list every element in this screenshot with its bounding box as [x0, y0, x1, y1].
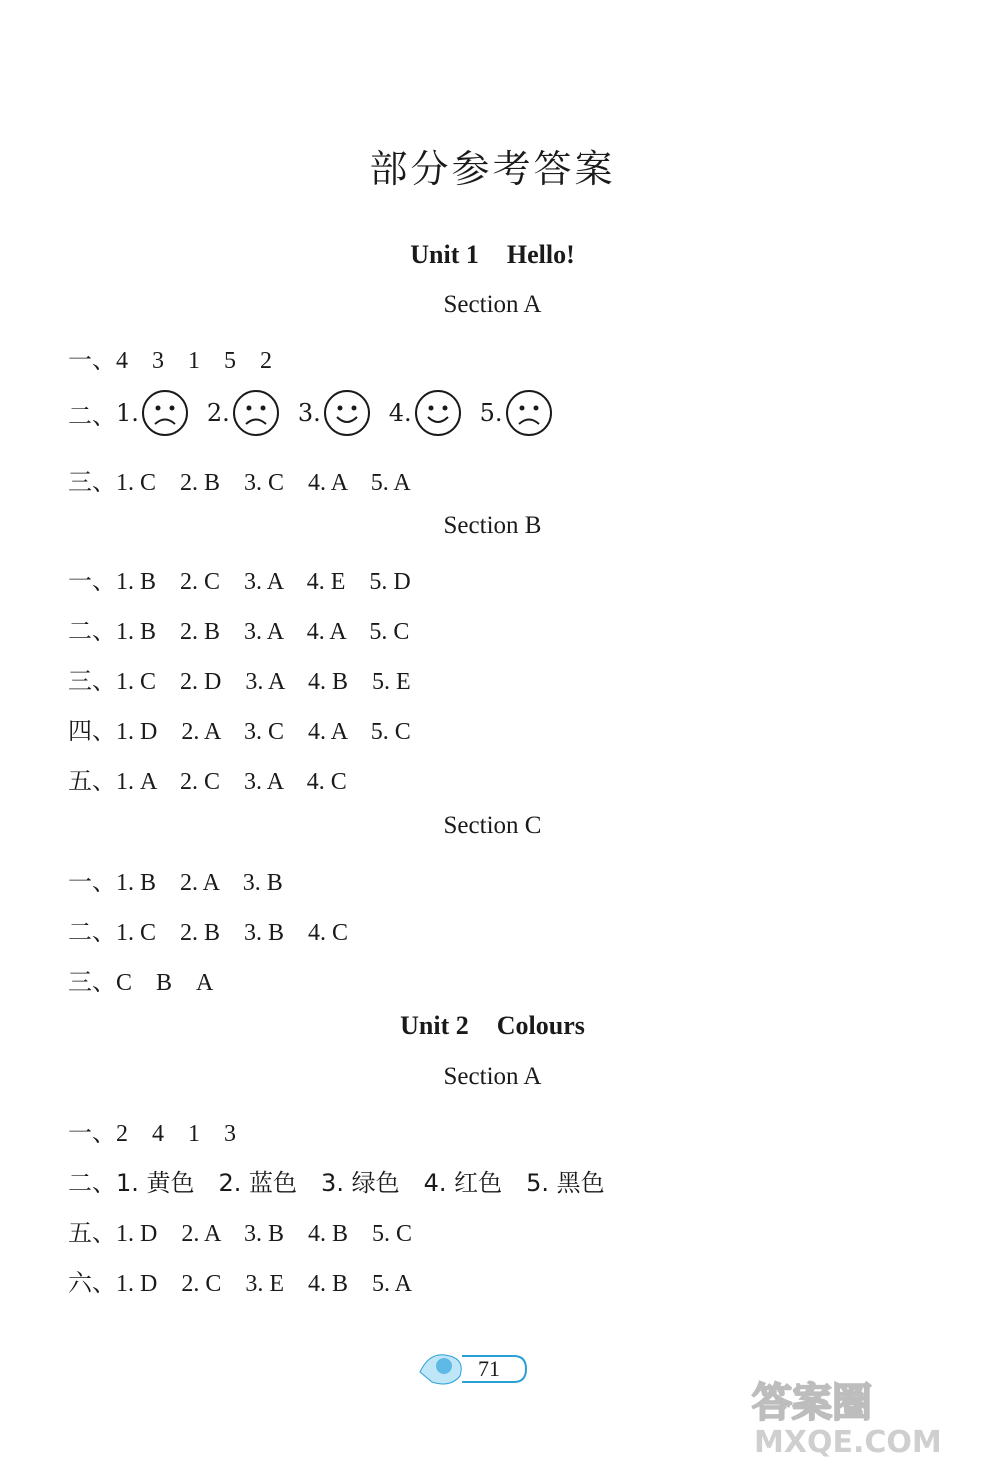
sad-face-icon	[141, 389, 189, 437]
unit-1-section-c-title: Section C	[443, 812, 542, 839]
u1-sb-line-2: 二、1. B 2. B 3. A 4. A 5. C	[68, 617, 410, 645]
page-number: 71	[478, 1356, 500, 1381]
unit-1-title	[0, 240, 985, 270]
unit-1-section-a-title: Section A	[443, 291, 542, 318]
page-title: 部分参考答案	[369, 147, 616, 191]
u1-sc-line-2: 二、1. C 2. B 3. B 4. C	[68, 918, 349, 946]
u1-sc-line-1: 一、1. B 2. A 3. B	[68, 868, 283, 896]
face-item-2: 2.	[207, 389, 280, 437]
happy-face-icon	[323, 389, 371, 437]
unit-1-section-b-title: Section B	[443, 512, 542, 539]
unit-1-name: Hello!	[506, 240, 575, 269]
face-item-5: 5.	[480, 389, 553, 437]
unit-2-section-a-title: Section A	[443, 1063, 542, 1090]
u1-sb-line-5: 五、1. A 2. C 3. A 4. C	[68, 767, 347, 795]
u1-sa-line-3: 三、1. C 2. B 3. C 4. A 5. A	[68, 468, 411, 496]
u1-sa-line-1: 一、4 3 1 5 2	[68, 346, 272, 374]
u2-sa-line-3: 五、1. D 2. A 3. B 4. B 5. C	[68, 1219, 413, 1247]
unit-2-name: Colours	[496, 1011, 585, 1040]
watermark-logo-icon	[742, 1368, 992, 1458]
sad-face-icon	[232, 389, 280, 437]
unit-1-label: Unit 1	[410, 240, 479, 269]
u2-sa-line-1: 一、2 4 1 3	[68, 1119, 236, 1147]
unit-2-title	[0, 1011, 985, 1041]
u1-sb-line-1: 一、1. B 2. C 3. A 4. E 5. D	[68, 567, 411, 595]
watermark-logo-text: 答案圈	[752, 1380, 872, 1426]
happy-face-icon	[414, 389, 462, 437]
u1-sb-line-3: 三、1. C 2. D 3. A 4. B 5. E	[68, 667, 411, 695]
sad-face-icon	[505, 389, 553, 437]
u1-sc-line-3: 三、C B A	[68, 968, 214, 996]
page-badge-icon	[410, 1342, 530, 1392]
face-item-4: 4.	[389, 389, 462, 437]
u2-sa-line-4: 六、1. D 2. C 3. E 4. B 5. A	[68, 1269, 413, 1297]
face-item-3: 3.	[298, 389, 371, 437]
u1-sb-line-4: 四、1. D 2. A 3. C 4. A 5. C	[68, 717, 411, 745]
watermark-text: MXQE.COM	[754, 1425, 942, 1458]
u2-sa-line-2: 二、1. 黄色 2. 蓝色 3. 绿色 4. 红色 5. 黑色	[68, 1169, 605, 1197]
u1-sa-line-2: 二、 1. 2. 3. 4. 5.	[68, 388, 571, 438]
unit-2-label: Unit 2	[400, 1011, 469, 1040]
face-item-1: 1.	[116, 389, 189, 437]
